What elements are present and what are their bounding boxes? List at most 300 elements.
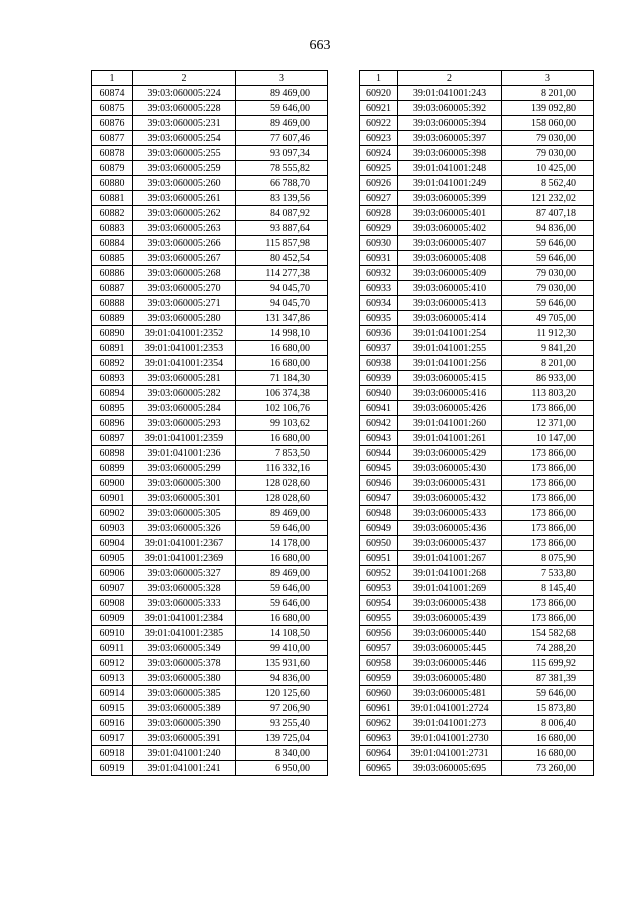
row-number-cell: 60882 <box>92 206 133 221</box>
cadastral-number-cell: 39:03:060005:266 <box>133 236 236 251</box>
cadastral-number-cell: 39:01:041001:256 <box>398 356 502 371</box>
table-row <box>92 266 328 281</box>
table-row <box>360 641 594 656</box>
cadastral-number-cell: 39:03:060005:416 <box>398 386 502 401</box>
row-number-cell: 60909 <box>92 611 133 626</box>
amount-cell: 173 866,00 <box>502 491 594 506</box>
cadastral-number-cell: 39:01:041001:2730 <box>398 731 502 746</box>
amount-cell: 16 680,00 <box>236 431 328 446</box>
table-row <box>360 266 594 281</box>
table-row <box>360 551 594 566</box>
cadastral-number-cell: 39:03:060005:408 <box>398 251 502 266</box>
cadastral-number-cell: 39:03:060005:349 <box>133 641 236 656</box>
cadastral-number-cell: 39:01:041001:269 <box>398 581 502 596</box>
cadastral-number-cell: 39:03:060005:255 <box>133 146 236 161</box>
amount-cell: 173 866,00 <box>502 521 594 536</box>
amount-cell: 128 028,60 <box>236 491 328 506</box>
amount-cell: 87 381,39 <box>502 671 594 686</box>
table-row <box>92 116 328 131</box>
amount-cell: 93 097,34 <box>236 146 328 161</box>
cadastral-number-cell: 39:01:041001:2354 <box>133 356 236 371</box>
cadastral-number-cell: 39:03:060005:399 <box>398 191 502 206</box>
amount-cell: 116 332,16 <box>236 461 328 476</box>
amount-cell: 86 933,00 <box>502 371 594 386</box>
amount-cell: 15 873,80 <box>502 701 594 716</box>
cadastral-number-cell: 39:03:060005:280 <box>133 311 236 326</box>
cadastral-number-cell: 39:03:060005:263 <box>133 221 236 236</box>
row-number-cell: 60941 <box>360 401 398 416</box>
table-row <box>92 581 328 596</box>
row-number-cell: 60947 <box>360 491 398 506</box>
table-row <box>360 296 594 311</box>
cadastral-number-cell: 39:01:041001:2359 <box>133 431 236 446</box>
table-row <box>92 326 328 341</box>
amount-cell: 59 646,00 <box>502 251 594 266</box>
amount-cell: 59 646,00 <box>502 296 594 311</box>
cadastral-number-cell: 39:01:041001:243 <box>398 86 502 101</box>
row-number-cell: 60898 <box>92 446 133 461</box>
cadastral-number-cell: 39:03:060005:281 <box>133 371 236 386</box>
cadastral-number-cell: 39:03:060005:231 <box>133 116 236 131</box>
cadastral-number-cell: 39:03:060005:438 <box>398 596 502 611</box>
row-number-cell: 60922 <box>360 116 398 131</box>
cadastral-number-cell: 39:03:060005:333 <box>133 596 236 611</box>
table-row <box>92 761 328 776</box>
cadastral-number-cell: 39:03:060005:293 <box>133 416 236 431</box>
row-number-cell: 60944 <box>360 446 398 461</box>
cadastral-number-cell: 39:01:041001:268 <box>398 566 502 581</box>
row-number-cell: 60937 <box>360 341 398 356</box>
row-number-cell: 60881 <box>92 191 133 206</box>
column-header: 2 <box>398 71 502 86</box>
cadastral-number-cell: 39:03:060005:268 <box>133 266 236 281</box>
cadastral-number-cell: 39:01:041001:241 <box>133 761 236 776</box>
amount-cell: 79 030,00 <box>502 146 594 161</box>
amount-cell: 115 857,98 <box>236 236 328 251</box>
row-number-cell: 60899 <box>92 461 133 476</box>
table-row <box>360 401 594 416</box>
cadastral-number-cell: 39:03:060005:305 <box>133 506 236 521</box>
table-row <box>92 731 328 746</box>
row-number-cell: 60939 <box>360 371 398 386</box>
table-row <box>92 641 328 656</box>
table-row <box>360 206 594 221</box>
amount-cell: 131 347,86 <box>236 311 328 326</box>
table-row <box>360 431 594 446</box>
cadastral-number-cell: 39:03:060005:432 <box>398 491 502 506</box>
column-header: 1 <box>92 71 133 86</box>
row-number-cell: 60923 <box>360 131 398 146</box>
table-row <box>360 416 594 431</box>
table-row <box>360 491 594 506</box>
table-row <box>360 581 594 596</box>
row-number-cell: 60902 <box>92 506 133 521</box>
row-number-cell: 60876 <box>92 116 133 131</box>
row-number-cell: 60918 <box>92 746 133 761</box>
table-row <box>360 341 594 356</box>
amount-cell: 59 646,00 <box>502 236 594 251</box>
amount-cell: 16 680,00 <box>502 746 594 761</box>
row-number-cell: 60888 <box>92 296 133 311</box>
table-row <box>360 371 594 386</box>
row-number-cell: 60885 <box>92 251 133 266</box>
table-row <box>360 536 594 551</box>
table-row <box>92 716 328 731</box>
table-row <box>92 341 328 356</box>
table-row <box>360 311 594 326</box>
row-number-cell: 60903 <box>92 521 133 536</box>
row-number-cell: 60930 <box>360 236 398 251</box>
table-row <box>360 761 594 776</box>
amount-cell: 49 705,00 <box>502 311 594 326</box>
row-number-cell: 60906 <box>92 566 133 581</box>
cadastral-number-cell: 39:03:060005:282 <box>133 386 236 401</box>
register-table-left <box>91 70 328 776</box>
amount-cell: 59 646,00 <box>236 101 328 116</box>
cadastral-number-cell: 39:03:060005:392 <box>398 101 502 116</box>
cadastral-number-cell: 39:03:060005:407 <box>398 236 502 251</box>
amount-cell: 73 260,00 <box>502 761 594 776</box>
amount-cell: 14 998,10 <box>236 326 328 341</box>
amount-cell: 173 866,00 <box>502 476 594 491</box>
amount-cell: 7 853,50 <box>236 446 328 461</box>
cadastral-number-cell: 39:03:060005:398 <box>398 146 502 161</box>
amount-cell: 173 866,00 <box>502 596 594 611</box>
row-number-cell: 60884 <box>92 236 133 251</box>
row-number-cell: 60911 <box>92 641 133 656</box>
row-number-cell: 60879 <box>92 161 133 176</box>
amount-cell: 128 028,60 <box>236 476 328 491</box>
table-row <box>360 176 594 191</box>
table-row <box>360 461 594 476</box>
cadastral-number-cell: 39:03:060005:431 <box>398 476 502 491</box>
table-row <box>360 656 594 671</box>
column-header: 1 <box>360 71 398 86</box>
table-row <box>92 746 328 761</box>
table-row <box>92 491 328 506</box>
table-row <box>360 446 594 461</box>
row-number-cell: 60921 <box>360 101 398 116</box>
table-row <box>360 686 594 701</box>
cadastral-number-cell: 39:03:060005:397 <box>398 131 502 146</box>
row-number-cell: 60877 <box>92 131 133 146</box>
cadastral-number-cell: 39:03:060005:259 <box>133 161 236 176</box>
cadastral-number-cell: 39:03:060005:299 <box>133 461 236 476</box>
cadastral-number-cell: 39:03:060005:401 <box>398 206 502 221</box>
amount-cell: 89 469,00 <box>236 86 328 101</box>
cadastral-number-cell: 39:03:060005:394 <box>398 116 502 131</box>
row-number-cell: 60965 <box>360 761 398 776</box>
cadastral-number-cell: 39:03:060005:430 <box>398 461 502 476</box>
amount-cell: 10 147,00 <box>502 431 594 446</box>
cadastral-number-cell: 39:01:041001:2367 <box>133 536 236 551</box>
cadastral-number-cell: 39:01:041001:2352 <box>133 326 236 341</box>
row-number-cell: 60907 <box>92 581 133 596</box>
amount-cell: 7 533,80 <box>502 566 594 581</box>
row-number-cell: 60949 <box>360 521 398 536</box>
table-row <box>360 701 594 716</box>
table-row <box>92 626 328 641</box>
row-number-cell: 60931 <box>360 251 398 266</box>
table-row <box>360 386 594 401</box>
cadastral-number-cell: 39:03:060005:328 <box>133 581 236 596</box>
row-number-cell: 60957 <box>360 641 398 656</box>
row-number-cell: 60948 <box>360 506 398 521</box>
table-row <box>92 701 328 716</box>
table-row <box>92 401 328 416</box>
cadastral-number-cell: 39:03:060005:389 <box>133 701 236 716</box>
table-row <box>92 671 328 686</box>
cadastral-number-cell: 39:03:060005:695 <box>398 761 502 776</box>
cadastral-number-cell: 39:03:060005:480 <box>398 671 502 686</box>
row-number-cell: 60932 <box>360 266 398 281</box>
amount-cell: 59 646,00 <box>236 581 328 596</box>
table-row <box>92 686 328 701</box>
amount-cell: 8 201,00 <box>502 86 594 101</box>
table-row <box>360 101 594 116</box>
amount-cell: 59 646,00 <box>502 686 594 701</box>
register-table-right <box>359 70 594 776</box>
amount-cell: 8 075,90 <box>502 551 594 566</box>
row-number-cell: 60897 <box>92 431 133 446</box>
amount-cell: 6 950,00 <box>236 761 328 776</box>
amount-cell: 8 201,00 <box>502 356 594 371</box>
table-row <box>360 116 594 131</box>
row-number-cell: 60915 <box>92 701 133 716</box>
row-number-cell: 60878 <box>92 146 133 161</box>
amount-cell: 16 680,00 <box>236 551 328 566</box>
row-number-cell: 60926 <box>360 176 398 191</box>
column-header: 3 <box>236 71 328 86</box>
table-row <box>92 461 328 476</box>
amount-cell: 102 106,76 <box>236 401 328 416</box>
amount-cell: 10 425,00 <box>502 161 594 176</box>
amount-cell: 77 607,46 <box>236 131 328 146</box>
cadastral-number-cell: 39:03:060005:267 <box>133 251 236 266</box>
cadastral-number-cell: 39:03:060005:436 <box>398 521 502 536</box>
cadastral-number-cell: 39:03:060005:446 <box>398 656 502 671</box>
amount-cell: 139 092,80 <box>502 101 594 116</box>
amount-cell: 154 582,68 <box>502 626 594 641</box>
cadastral-number-cell: 39:03:060005:426 <box>398 401 502 416</box>
cadastral-number-cell: 39:01:041001:273 <box>398 716 502 731</box>
table-row <box>360 236 594 251</box>
row-number-cell: 60954 <box>360 596 398 611</box>
cadastral-number-cell: 39:03:060005:437 <box>398 536 502 551</box>
amount-cell: 14 178,00 <box>236 536 328 551</box>
row-number-cell: 60883 <box>92 221 133 236</box>
row-number-cell: 60961 <box>360 701 398 716</box>
table-row <box>92 251 328 266</box>
cadastral-number-cell: 39:03:060005:429 <box>398 446 502 461</box>
row-number-cell: 60900 <box>92 476 133 491</box>
amount-cell: 99 410,00 <box>236 641 328 656</box>
table-row <box>360 221 594 236</box>
table-row <box>92 536 328 551</box>
cadastral-number-cell: 39:03:060005:414 <box>398 311 502 326</box>
amount-cell: 83 139,56 <box>236 191 328 206</box>
row-number-cell: 60925 <box>360 161 398 176</box>
row-number-cell: 60934 <box>360 296 398 311</box>
cadastral-number-cell: 39:01:041001:2384 <box>133 611 236 626</box>
amount-cell: 94 045,70 <box>236 296 328 311</box>
table-row <box>360 161 594 176</box>
row-number-cell: 60919 <box>92 761 133 776</box>
table-row <box>92 596 328 611</box>
table-row <box>360 611 594 626</box>
cadastral-number-cell: 39:03:060005:300 <box>133 476 236 491</box>
table-row <box>92 431 328 446</box>
row-number-cell: 60880 <box>92 176 133 191</box>
amount-cell: 14 108,50 <box>236 626 328 641</box>
cadastral-number-cell: 39:01:041001:2369 <box>133 551 236 566</box>
cadastral-number-cell: 39:01:041001:2731 <box>398 746 502 761</box>
row-number-cell: 60905 <box>92 551 133 566</box>
cadastral-number-cell: 39:01:041001:255 <box>398 341 502 356</box>
table-row <box>92 521 328 536</box>
row-number-cell: 60943 <box>360 431 398 446</box>
row-number-cell: 60963 <box>360 731 398 746</box>
amount-cell: 78 555,82 <box>236 161 328 176</box>
table-row <box>360 626 594 641</box>
table-row <box>92 191 328 206</box>
amount-cell: 59 646,00 <box>236 596 328 611</box>
amount-cell: 89 469,00 <box>236 566 328 581</box>
table-row <box>360 281 594 296</box>
table-row <box>360 356 594 371</box>
cadastral-number-cell: 39:03:060005:380 <box>133 671 236 686</box>
table-row <box>92 446 328 461</box>
amount-cell: 173 866,00 <box>502 446 594 461</box>
table-row <box>360 746 594 761</box>
cadastral-number-cell: 39:03:060005:262 <box>133 206 236 221</box>
table-row <box>92 356 328 371</box>
row-number-cell: 60960 <box>360 686 398 701</box>
row-number-cell: 60892 <box>92 356 133 371</box>
row-number-cell: 60904 <box>92 536 133 551</box>
row-number-cell: 60959 <box>360 671 398 686</box>
row-number-cell: 60950 <box>360 536 398 551</box>
row-number-cell: 60920 <box>360 86 398 101</box>
amount-cell: 93 255,40 <box>236 716 328 731</box>
row-number-cell: 60953 <box>360 581 398 596</box>
table-row <box>92 131 328 146</box>
amount-cell: 99 103,62 <box>236 416 328 431</box>
page-number: 663 <box>309 38 331 53</box>
cadastral-number-cell: 39:03:060005:254 <box>133 131 236 146</box>
row-number-cell: 60908 <box>92 596 133 611</box>
table-row <box>92 386 328 401</box>
amount-cell: 74 288,20 <box>502 641 594 656</box>
cadastral-number-cell: 39:03:060005:260 <box>133 176 236 191</box>
row-number-cell: 60875 <box>92 101 133 116</box>
table-row <box>360 146 594 161</box>
amount-cell: 173 866,00 <box>502 401 594 416</box>
table-row <box>360 86 594 101</box>
row-number-cell: 60945 <box>360 461 398 476</box>
row-number-cell: 60893 <box>92 371 133 386</box>
amount-cell: 84 087,92 <box>236 206 328 221</box>
cadastral-number-cell: 39:03:060005:391 <box>133 731 236 746</box>
table-row <box>92 551 328 566</box>
table-row <box>92 236 328 251</box>
amount-cell: 94 836,00 <box>502 221 594 236</box>
amount-cell: 173 866,00 <box>502 506 594 521</box>
amount-cell: 9 841,20 <box>502 341 594 356</box>
table-row <box>92 416 328 431</box>
row-number-cell: 60894 <box>92 386 133 401</box>
row-number-cell: 60928 <box>360 206 398 221</box>
row-number-cell: 60955 <box>360 611 398 626</box>
table-row <box>92 566 328 581</box>
amount-cell: 16 680,00 <box>236 341 328 356</box>
table-row <box>360 326 594 341</box>
amount-cell: 79 030,00 <box>502 266 594 281</box>
row-number-cell: 60914 <box>92 686 133 701</box>
row-number-cell: 60942 <box>360 416 398 431</box>
table-row <box>360 731 594 746</box>
table-row <box>92 101 328 116</box>
table-row <box>92 221 328 236</box>
amount-cell: 121 232,02 <box>502 191 594 206</box>
amount-cell: 173 866,00 <box>502 611 594 626</box>
table-row <box>92 296 328 311</box>
amount-cell: 59 646,00 <box>236 521 328 536</box>
table-row <box>92 656 328 671</box>
column-header: 3 <box>502 71 594 86</box>
amount-cell: 94 836,00 <box>236 671 328 686</box>
amount-cell: 158 060,00 <box>502 116 594 131</box>
cadastral-number-cell: 39:01:041001:2385 <box>133 626 236 641</box>
row-number-cell: 60917 <box>92 731 133 746</box>
row-number-cell: 60912 <box>92 656 133 671</box>
cadastral-number-cell: 39:03:060005:409 <box>398 266 502 281</box>
cadastral-number-cell: 39:01:041001:248 <box>398 161 502 176</box>
row-number-cell: 60952 <box>360 566 398 581</box>
amount-cell: 173 866,00 <box>502 536 594 551</box>
row-number-cell: 60886 <box>92 266 133 281</box>
amount-cell: 8 340,00 <box>236 746 328 761</box>
row-number-cell: 60929 <box>360 221 398 236</box>
amount-cell: 114 277,38 <box>236 266 328 281</box>
row-number-cell: 60938 <box>360 356 398 371</box>
cadastral-number-cell: 39:03:060005:224 <box>133 86 236 101</box>
row-number-cell: 60951 <box>360 551 398 566</box>
table-row <box>360 596 594 611</box>
amount-cell: 94 045,70 <box>236 281 328 296</box>
cadastral-number-cell: 39:01:041001:236 <box>133 446 236 461</box>
cadastral-number-cell: 39:03:060005:326 <box>133 521 236 536</box>
row-number-cell: 60916 <box>92 716 133 731</box>
cadastral-number-cell: 39:01:041001:249 <box>398 176 502 191</box>
cadastral-number-cell: 39:03:060005:433 <box>398 506 502 521</box>
amount-cell: 8 006,40 <box>502 716 594 731</box>
row-number-cell: 60940 <box>360 386 398 401</box>
row-number-cell: 60891 <box>92 341 133 356</box>
row-number-cell: 60874 <box>92 86 133 101</box>
table-row <box>92 206 328 221</box>
table-row <box>360 716 594 731</box>
row-number-cell: 60933 <box>360 281 398 296</box>
amount-cell: 173 866,00 <box>502 461 594 476</box>
table-header-row <box>360 71 594 86</box>
table-row <box>360 476 594 491</box>
row-number-cell: 60895 <box>92 401 133 416</box>
table-row <box>92 506 328 521</box>
amount-cell: 12 371,00 <box>502 416 594 431</box>
amount-cell: 11 912,30 <box>502 326 594 341</box>
row-number-cell: 60936 <box>360 326 398 341</box>
